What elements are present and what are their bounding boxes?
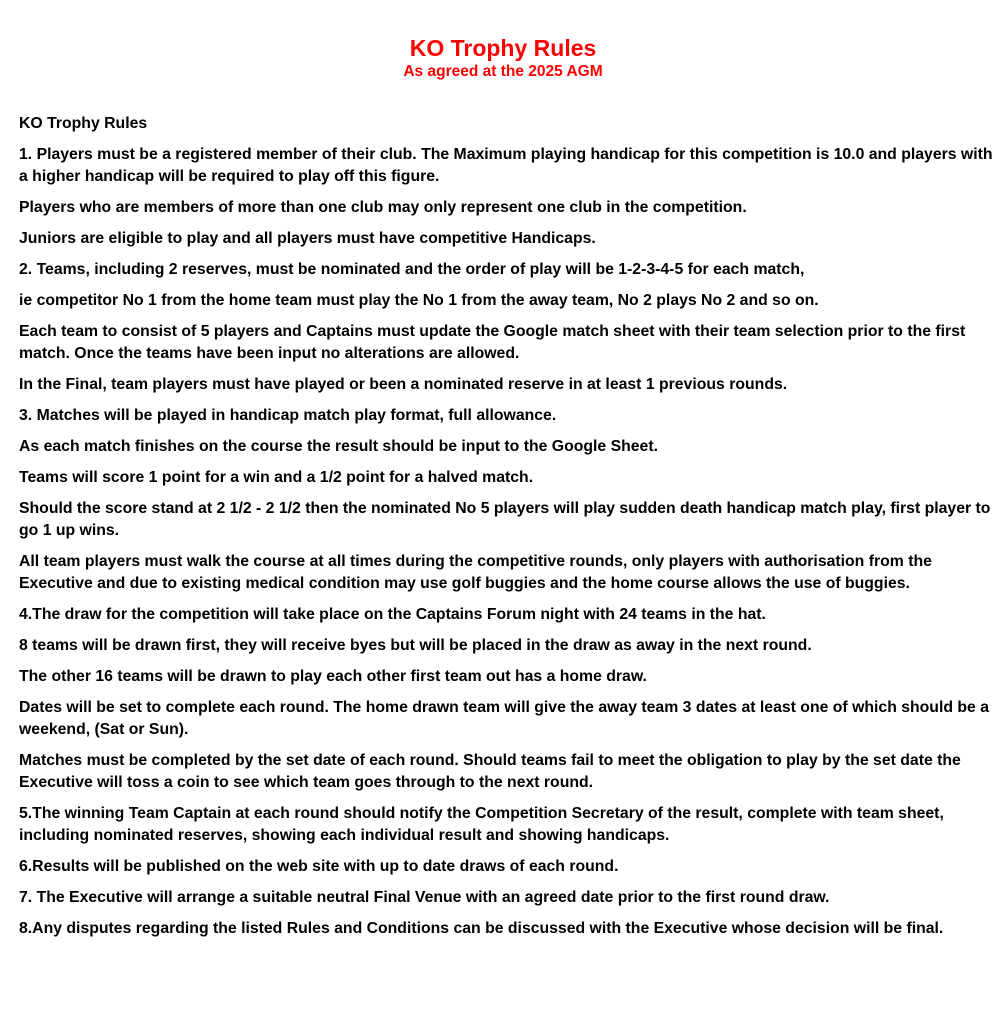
rule-paragraph: Dates will be set to complete each round. The home drawn team will give the away team 3 dates at least one of which should be a weekend, (Sat or Sun). — [19, 699, 989, 738]
rule-paragraph: Matches must be completed by the set date of each round. Should teams fail to meet the obligation to play by the set date the Executive will toss a coin to see which team goes through to the next round. — [19, 752, 961, 791]
document-header — [0, 35, 1006, 81]
rule-paragraph: 5.The winning Team Captain at each round should notify the Competition Secretary of the result, complete with team sheet, including nominated reserves, showing each individual result and showing handicaps. — [19, 805, 944, 844]
document-subtitle: As agreed at the 2025 AGM — [403, 63, 603, 80]
rule-paragraph: 1. Players must be a registered member of their club. The Maximum playing handicap for this competition is 10.0 and players with a higher handicap will be required to play off this figure. — [19, 146, 993, 185]
rule-paragraph: 6.Results will be published on the web site with up to date draws of each round. — [19, 858, 619, 875]
rule-paragraph: 4.The draw for the competition will take place on the Captains Forum night with 24 teams in the hat. — [19, 606, 766, 623]
rule-paragraph: As each match finishes on the course the result should be input to the Google Sheet. — [19, 438, 658, 455]
rule-paragraph: 8 teams will be drawn first, they will receive byes but will be placed in the draw as away in the next round. — [19, 637, 812, 654]
rule-paragraph: Should the score stand at 2 1/2 - 2 1/2 then the nominated No 5 players will play sudden death handicap match play, first player to go 1 up wins. — [19, 500, 991, 539]
rule-paragraph: In the Final, team players must have played or been a nominated reserve in at least 1 previous rounds. — [19, 376, 788, 393]
rule-paragraph: 8.Any disputes regarding the listed Rules and Conditions can be discussed with the Executive whose decision will be final. — [19, 920, 944, 937]
rule-paragraph: All team players must walk the course at all times during the competitive rounds, only players with authorisation from the Executive and due to existing medical condition may use golf buggies and the home course allows the use of buggies. — [19, 553, 932, 592]
rule-paragraph: The other 16 teams will be drawn to play each other first team out has a home draw. — [19, 668, 647, 685]
rule-paragraph: Juniors are eligible to play and all players must have competitive Handicaps. — [19, 230, 596, 247]
rules-body — [19, 113, 997, 949]
document-title: KO Trophy Rules — [409, 35, 597, 61]
rule-paragraph: Each team to consist of 5 players and Captains must update the Google match sheet with their team selection prior to the first match. Once the teams have been input no alterations are allowed. — [19, 323, 966, 362]
rule-paragraph: 2. Teams, including 2 reserves, must be nominated and the order of play will be 1-2-3-4-5 for each match, — [19, 261, 805, 278]
rule-paragraph: Players who are members of more than one club may only represent one club in the competition. — [19, 199, 747, 216]
rule-paragraph: 3. Matches will be played in handicap match play format, full allowance. — [19, 407, 557, 424]
rule-paragraph: ie competitor No 1 from the home team must play the No 1 from the away team, No 2 plays No 2 and so on. — [19, 292, 819, 309]
rule-paragraph: 7. The Executive will arrange a suitable neutral Final Venue with an agreed date prior to the first round draw. — [19, 889, 830, 906]
rules-heading: KO Trophy Rules — [19, 115, 148, 132]
rule-paragraph: Teams will score 1 point for a win and a 1/2 point for a halved match. — [19, 469, 534, 486]
